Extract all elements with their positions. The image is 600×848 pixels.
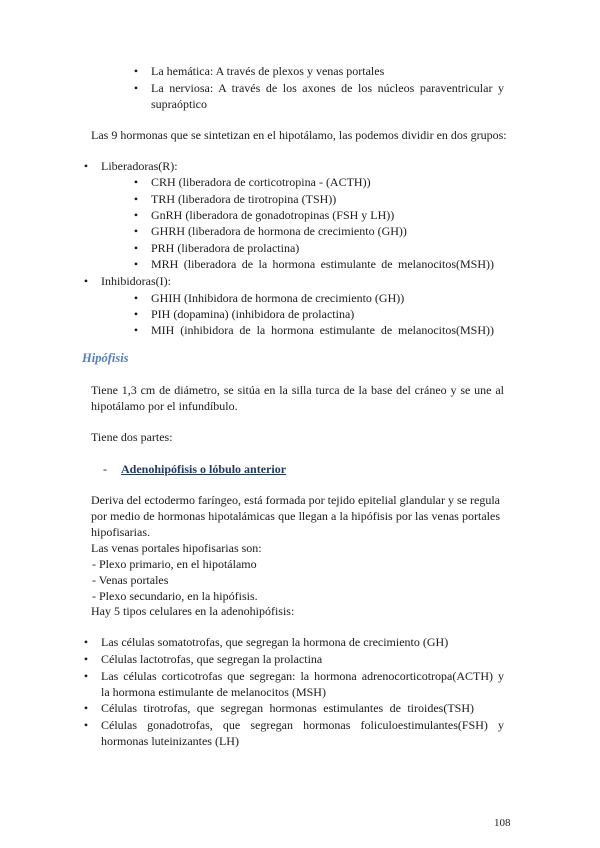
list-item: TRH (liberadora de tirotropina (TSH)) (151, 192, 337, 206)
list-item: Células gonadotrofas, que segregan hormonas foliculoestimulantes(FSH) y (101, 718, 504, 732)
list-item: La hemática: A través de plexos y venas portales (151, 64, 385, 78)
bullet: • (83, 274, 89, 288)
paragraph-line: hipofisarias. (91, 525, 150, 539)
paragraph-line: hipotálamo por el infundíbulo. (91, 399, 238, 413)
dash-marker: - (103, 462, 107, 476)
bullet: • (133, 291, 139, 305)
list-item: CRH (liberadora de corticotropina - (ACTH)) (151, 175, 371, 189)
bullet: • (133, 307, 139, 321)
bullet: • (133, 81, 139, 95)
bullet: • (83, 652, 89, 666)
subsection-heading: Adenohipófisis o lóbulo anterior (121, 462, 287, 476)
bullet: • (83, 159, 89, 173)
bullet: • (133, 208, 139, 222)
paragraph-line: por medio de hormonas hipotalámicas que llegan a la hipófisis por las venas portales (91, 509, 500, 523)
paragraph-line: Las venas portales hipofisarias son: (91, 541, 262, 555)
list-item-continuation: la hormona estimulante de melanocitos (MSH) (101, 685, 326, 699)
list-item: Las células somatotrofas, que segregan la hormona de crecimiento (GH) (101, 635, 449, 649)
list-item: - Plexo primario, en el hipotálamo (92, 557, 257, 571)
paragraph-line: Tiene dos partes: (91, 430, 173, 444)
list-item: GHRH (liberadora de hormona de crecimiento (GH)) (151, 224, 407, 238)
list-item: GHIH (Inhibidora de hormona de crecimiento (GH)) (151, 291, 405, 305)
list-item-continuation: hormonas luteinizantes (LH) (101, 734, 239, 748)
bullet: • (133, 192, 139, 206)
bullet: • (83, 718, 89, 732)
bullet: • (133, 64, 139, 78)
bullet: • (133, 175, 139, 189)
list-item: Células lactotrofas, que segregan la prolactina (101, 652, 323, 666)
list-item: GnRH (liberadora de gonadotropinas (FSH y LH)) (151, 208, 395, 222)
list-item: - Venas portales (92, 573, 169, 587)
inhibidoras-label: Inhibidoras(I): (101, 274, 171, 288)
paragraph-line: Tiene 1,3 cm de diámetro, se sitúa en la silla turca de la base del cráneo y se une al (91, 383, 504, 397)
bullet: • (133, 323, 139, 337)
list-item: MIH (inhibidora de la hormona estimulante de melanocitos(MSH)) (151, 323, 494, 337)
bullet: • (133, 241, 139, 255)
hormones-intro: Las 9 hormonas que se sintetizan en el hipotálamo, las podemos dividir en dos grupos: (91, 128, 507, 142)
list-item: La nerviosa: A través de los axones de los núcleos paraventricular y (151, 81, 504, 95)
list-item: MRH (liberadora de la hormona estimulante de melanocitos(MSH)) (151, 257, 494, 271)
list-item: PIH (dopamina) (inhibidora de prolactina) (151, 307, 355, 321)
list-item: Células tirotrofas, que segregan hormonas estimulantes de tiroides(TSH) (101, 701, 474, 715)
section-heading: Hipófisis (82, 351, 129, 365)
bullet: • (83, 701, 89, 715)
bullet: • (83, 635, 89, 649)
page-number: 108 (494, 817, 511, 829)
bullet: • (133, 257, 139, 271)
list-item: PRH (liberadora de prolactina) (151, 241, 300, 255)
list-item: - Plexo secundario, en la hipófisis. (92, 589, 258, 603)
liberadoras-label: Liberadoras(R): (101, 159, 178, 173)
paragraph-line: Deriva del ectodermo faríngeo, está formada por tejido epitelial glandular y se regula (91, 493, 500, 507)
list-item: Las células corticotrofas que segregan: la hormona adrenocorticotropa(ACTH) y (101, 669, 504, 683)
bullet: • (133, 224, 139, 238)
list-item-continuation: supraóptico (151, 97, 207, 111)
bullet: • (83, 669, 89, 683)
paragraph-line: Hay 5 tipos celulares en la adenohipófisis: (91, 604, 295, 618)
